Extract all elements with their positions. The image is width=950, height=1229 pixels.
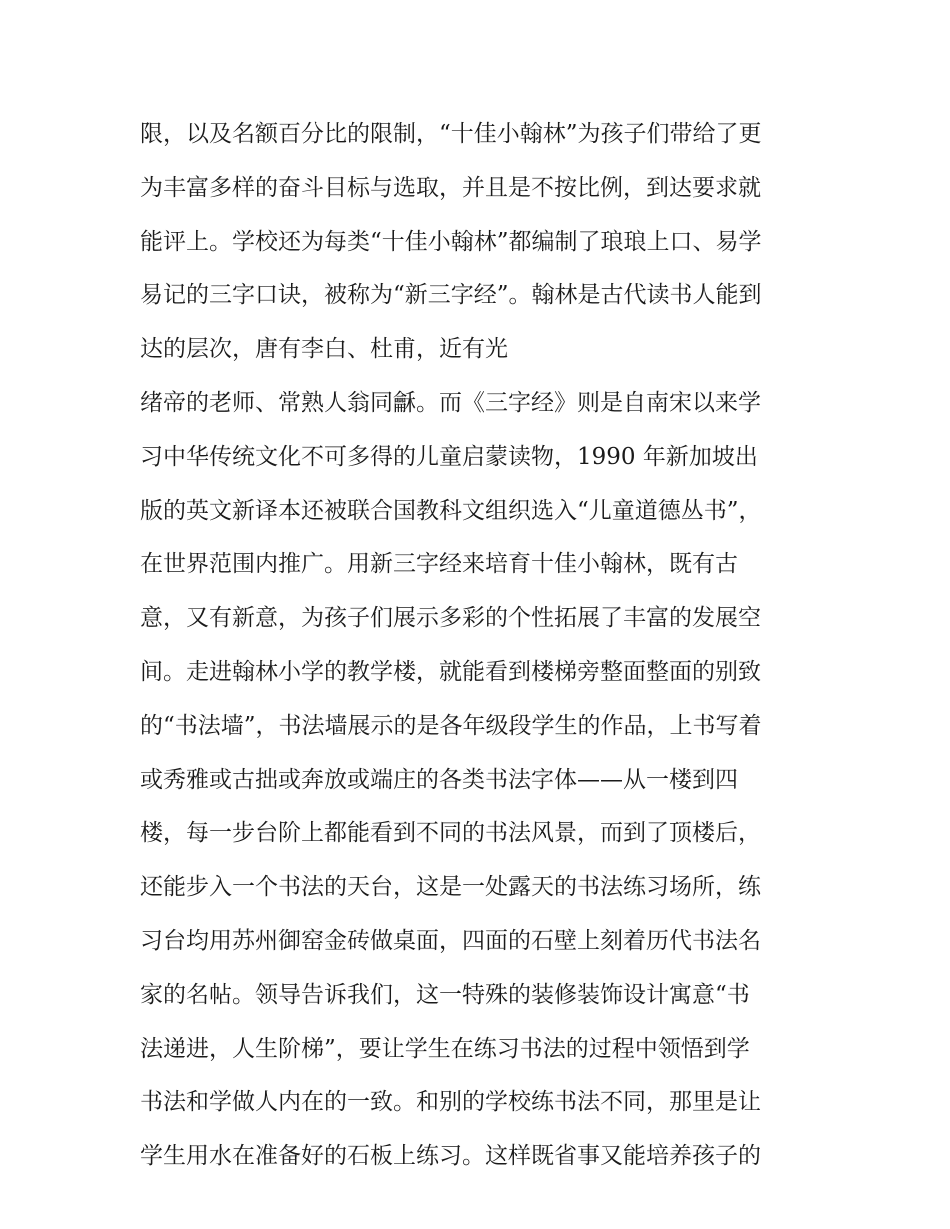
text-line: 或秀雅或古拙或奔放或端庄的各类书法字体——从一楼到四	[140, 766, 738, 793]
text-line: 限，以及名额百分比的限制，“十佳小翰林”为孩子们带给了更	[140, 121, 762, 147]
text-line: 易记的三字口诀，被称为“新三字经”。翰林是古代读书人能到	[140, 282, 762, 309]
text-line: 还能步入一个书法的天台，这是一处露天的书法练习场所，练	[140, 874, 761, 901]
text-line: 在世界范围内推广。用新三字经来培育十佳小翰林，既有古	[140, 551, 738, 578]
text-line: 书法和学做人内在的一致。和别的学校练书法不同，那里是让	[140, 1089, 761, 1116]
text-line: 的“书法墙”，书法墙展示的是各年级段学生的作品，上书写着	[140, 712, 762, 739]
text-line: 楼，每一步台阶上都能看到不同的书法风景，而到了顶楼后，	[140, 820, 761, 847]
text-line: 习中华传统文化不可多得的儿童启蒙读物，1990 年新加坡出	[140, 443, 758, 470]
text-line: 家的名帖。领导告诉我们，这一特殊的装修装饰设计寓意“书	[140, 981, 750, 1008]
text-line: 绪帝的老师、常熟人翁同龢。而《三字经》则是自南宋以来学	[140, 389, 761, 416]
text-line: 为丰富多样的奋斗目标与选取，并且是不按比例，到达要求就	[140, 174, 761, 201]
text-line: 间。走进翰林小学的教学楼，就能看到楼梯旁整面整面的别致	[140, 658, 761, 685]
text-line: 意，又有新意，为孩子们展示多彩的个性拓展了丰富的发展空	[140, 605, 761, 632]
text-line: 学生用水在准备好的石板上练习。这样既省事又能培养孩子的	[140, 1143, 761, 1170]
text-line: 习台均用苏州御窑金砖做桌面，四面的石壁上刻着历代书法名	[140, 927, 761, 954]
body-text	[140, 108, 820, 1184]
text-line: 法递进，人生阶梯”，要让学生在练习书法的过程中领悟到学	[140, 1035, 750, 1062]
text-line: 版的英文新译本还被联合国教科文组织选入“儿童道德丛书”，	[140, 497, 762, 524]
text-line: 达的层次，唐有李白、杜甫，近有光	[140, 336, 508, 363]
text-line: 能评上。学校还为每类“十佳小翰林”都编制了琅琅上口、易学	[140, 228, 762, 255]
